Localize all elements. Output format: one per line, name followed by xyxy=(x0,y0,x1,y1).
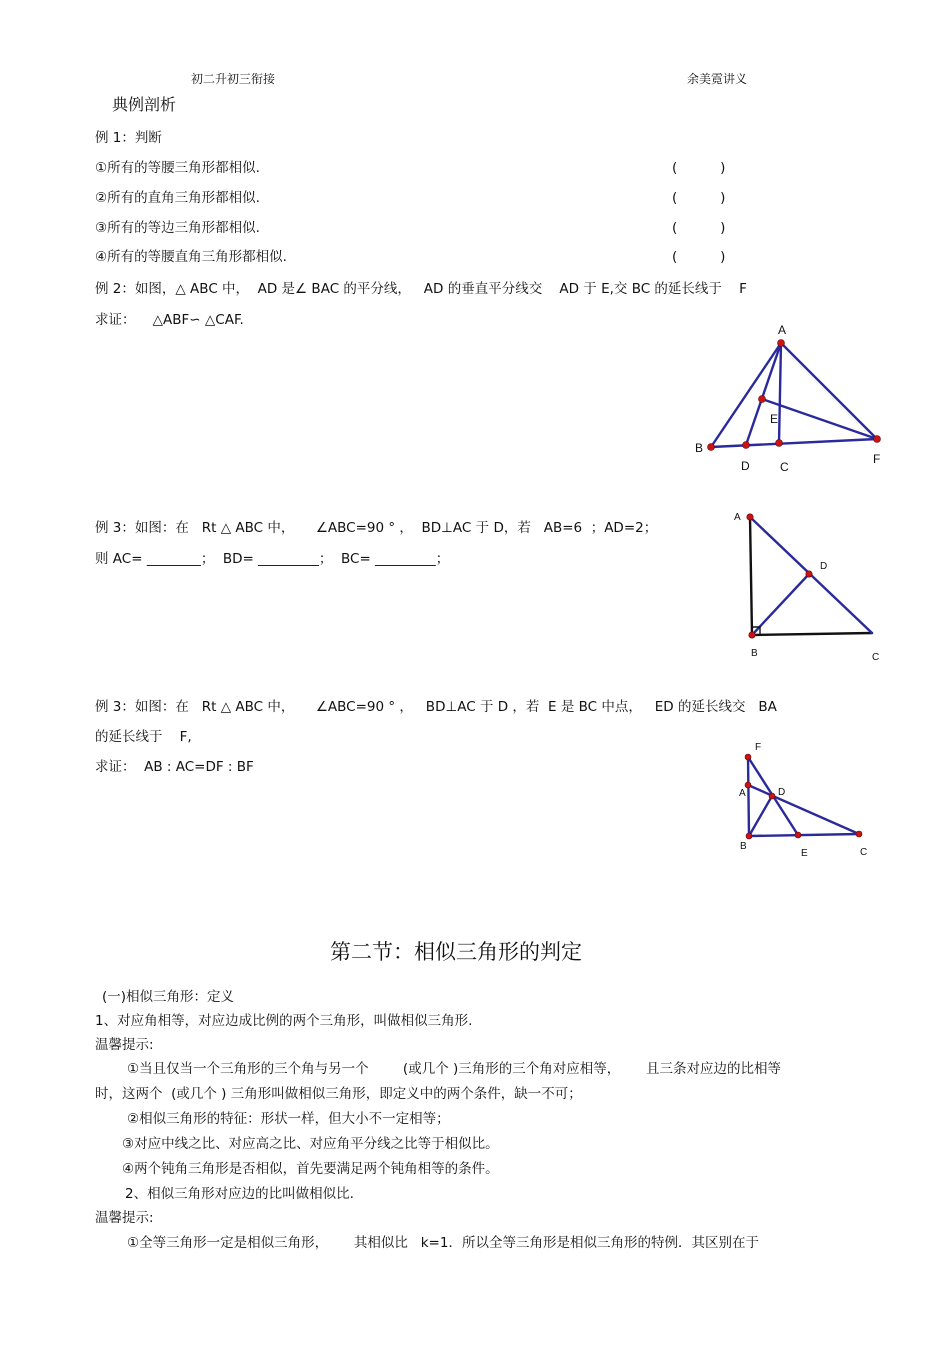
label-B: B xyxy=(751,648,758,659)
ex1-title: 例 1：判断 xyxy=(95,130,162,146)
point-E xyxy=(795,832,801,838)
label-A: A xyxy=(778,323,787,337)
label-E: E xyxy=(770,412,779,426)
label-A: A xyxy=(734,512,741,523)
section2-t4: ④两个钝角三角形是否相似，首先要满足两个钝角相等的条件。 xyxy=(122,1161,499,1177)
point-D xyxy=(743,442,750,449)
point-D xyxy=(806,571,812,577)
ex3b-line3: 求证： AB : AC=DF : BF xyxy=(95,759,254,775)
label-D: D xyxy=(741,459,750,473)
ex2-line1: 例 2：如图，△ ABC 中， AD 是∠ BAC 的平分线， AD 的垂直平分线交 AD 于 E,交 BC 的延长线于 F xyxy=(95,281,747,297)
point-F xyxy=(874,436,881,443)
ex2-figure xyxy=(690,320,900,480)
label-E: E xyxy=(801,848,808,859)
ex3b-line1: 例 3：如图：在 Rt △ ABC 中， ∠ABC=90 ° ， BD⊥AC 于 D ，若 E 是 BC 中点， ED 的延长线交 BA xyxy=(95,699,777,715)
point-B xyxy=(749,632,755,638)
header-left: 初二升初三衔接 xyxy=(191,72,276,86)
ex1-bracket-4: ( ) xyxy=(672,249,726,265)
label-C: C xyxy=(872,652,880,663)
ex1-item-1: ①所有的等腰三角形都相似. xyxy=(95,160,260,176)
point-F xyxy=(745,754,751,760)
seg-AF xyxy=(781,343,877,439)
point-C xyxy=(776,440,783,447)
ex3b-line2: 的延长线于 F, xyxy=(95,729,192,745)
section2-tip2: 温馨提示: xyxy=(95,1210,154,1226)
seg-AB xyxy=(711,343,781,447)
ex1-bracket-1: ( ) xyxy=(672,160,726,176)
seg-BD xyxy=(749,796,772,836)
ex1-bracket-2: ( ) xyxy=(672,190,726,206)
label-C: C xyxy=(780,460,789,474)
point-C xyxy=(856,831,862,837)
seg-FB xyxy=(748,757,749,836)
point-A xyxy=(747,514,753,520)
section2-sub: (一)相似三角形：定义 xyxy=(102,989,235,1005)
seg-AB xyxy=(750,517,752,635)
section2-p2: 2、相似三角形对应边的比叫做相似比. xyxy=(125,1186,354,1202)
section2-t3: ③对应中线之比、对应高之比、对应角平分线之比等于相似比。 xyxy=(122,1136,499,1152)
label-F: F xyxy=(873,452,881,466)
ex1-bracket-3: ( ) xyxy=(672,220,726,236)
ex3a-line1: 例 3：如图：在 Rt △ ABC 中， ∠ABC=90 ° ， BD⊥AC 于 D，若 AB=6 ；AD=2； xyxy=(95,520,658,536)
section2-t1b: 时，这两个 (或几个 ) 三角形叫做相似三角形，即定义中的两个条件，缺一不可； xyxy=(95,1086,582,1102)
section2-t1a: ①当且仅当一个三角形的三个角与另一个 (或几个 )三角形的三个角对应相等， 且三条对应边的比相等 xyxy=(127,1061,782,1077)
point-E xyxy=(759,396,766,403)
point-B xyxy=(746,833,752,839)
point-A xyxy=(778,340,785,347)
seg-BD xyxy=(752,574,809,635)
point-A xyxy=(745,782,751,788)
section2-title: 第二节：相似三角形的判定 xyxy=(330,940,582,964)
ex3b-figure xyxy=(730,735,880,865)
point-D xyxy=(769,793,775,799)
ex3a-figure xyxy=(730,505,890,665)
section-title: 典例剖析 xyxy=(112,95,177,114)
label-A: A xyxy=(739,788,746,799)
section2-p1: 1、对应角相等，对应边成比例的两个三角形，叫做相似三角形. xyxy=(95,1013,473,1029)
seg-AD xyxy=(746,343,781,445)
label-C: C xyxy=(860,847,868,858)
section2-tip1: 温馨提示: xyxy=(95,1037,154,1053)
ex1-item-4: ④所有的等腰直角三角形都相似. xyxy=(95,249,287,265)
section2-t2: ②相似三角形的特征：形状一样，但大小不一定相等； xyxy=(127,1111,450,1127)
seg-BF xyxy=(711,439,877,447)
label-B: B xyxy=(695,441,704,455)
ex3a-line2: 则 AC= ________； BD= _________； BC= _________； xyxy=(95,551,450,567)
label-D: D xyxy=(820,561,828,572)
seg-BC xyxy=(752,633,872,635)
label-D: D xyxy=(778,787,786,798)
section2-t5: ①全等三角形一定是相似三角形， 其相似比 k=1．所以全等三角形是相似三角形的特例．其区别在于 xyxy=(127,1235,759,1251)
seg-BC xyxy=(749,834,859,836)
ex2-line2: 求证： △ABF∽ △CAF. xyxy=(95,312,244,328)
label-F: F xyxy=(755,742,762,753)
header-right: 余美霓讲义 xyxy=(687,72,748,86)
label-B: B xyxy=(740,841,747,852)
point-B xyxy=(708,444,715,451)
seg-AC xyxy=(779,343,781,443)
ex1-item-2: ②所有的直角三角形都相似. xyxy=(95,190,260,206)
ex1-item-3: ③所有的等边三角形都相似. xyxy=(95,220,260,236)
